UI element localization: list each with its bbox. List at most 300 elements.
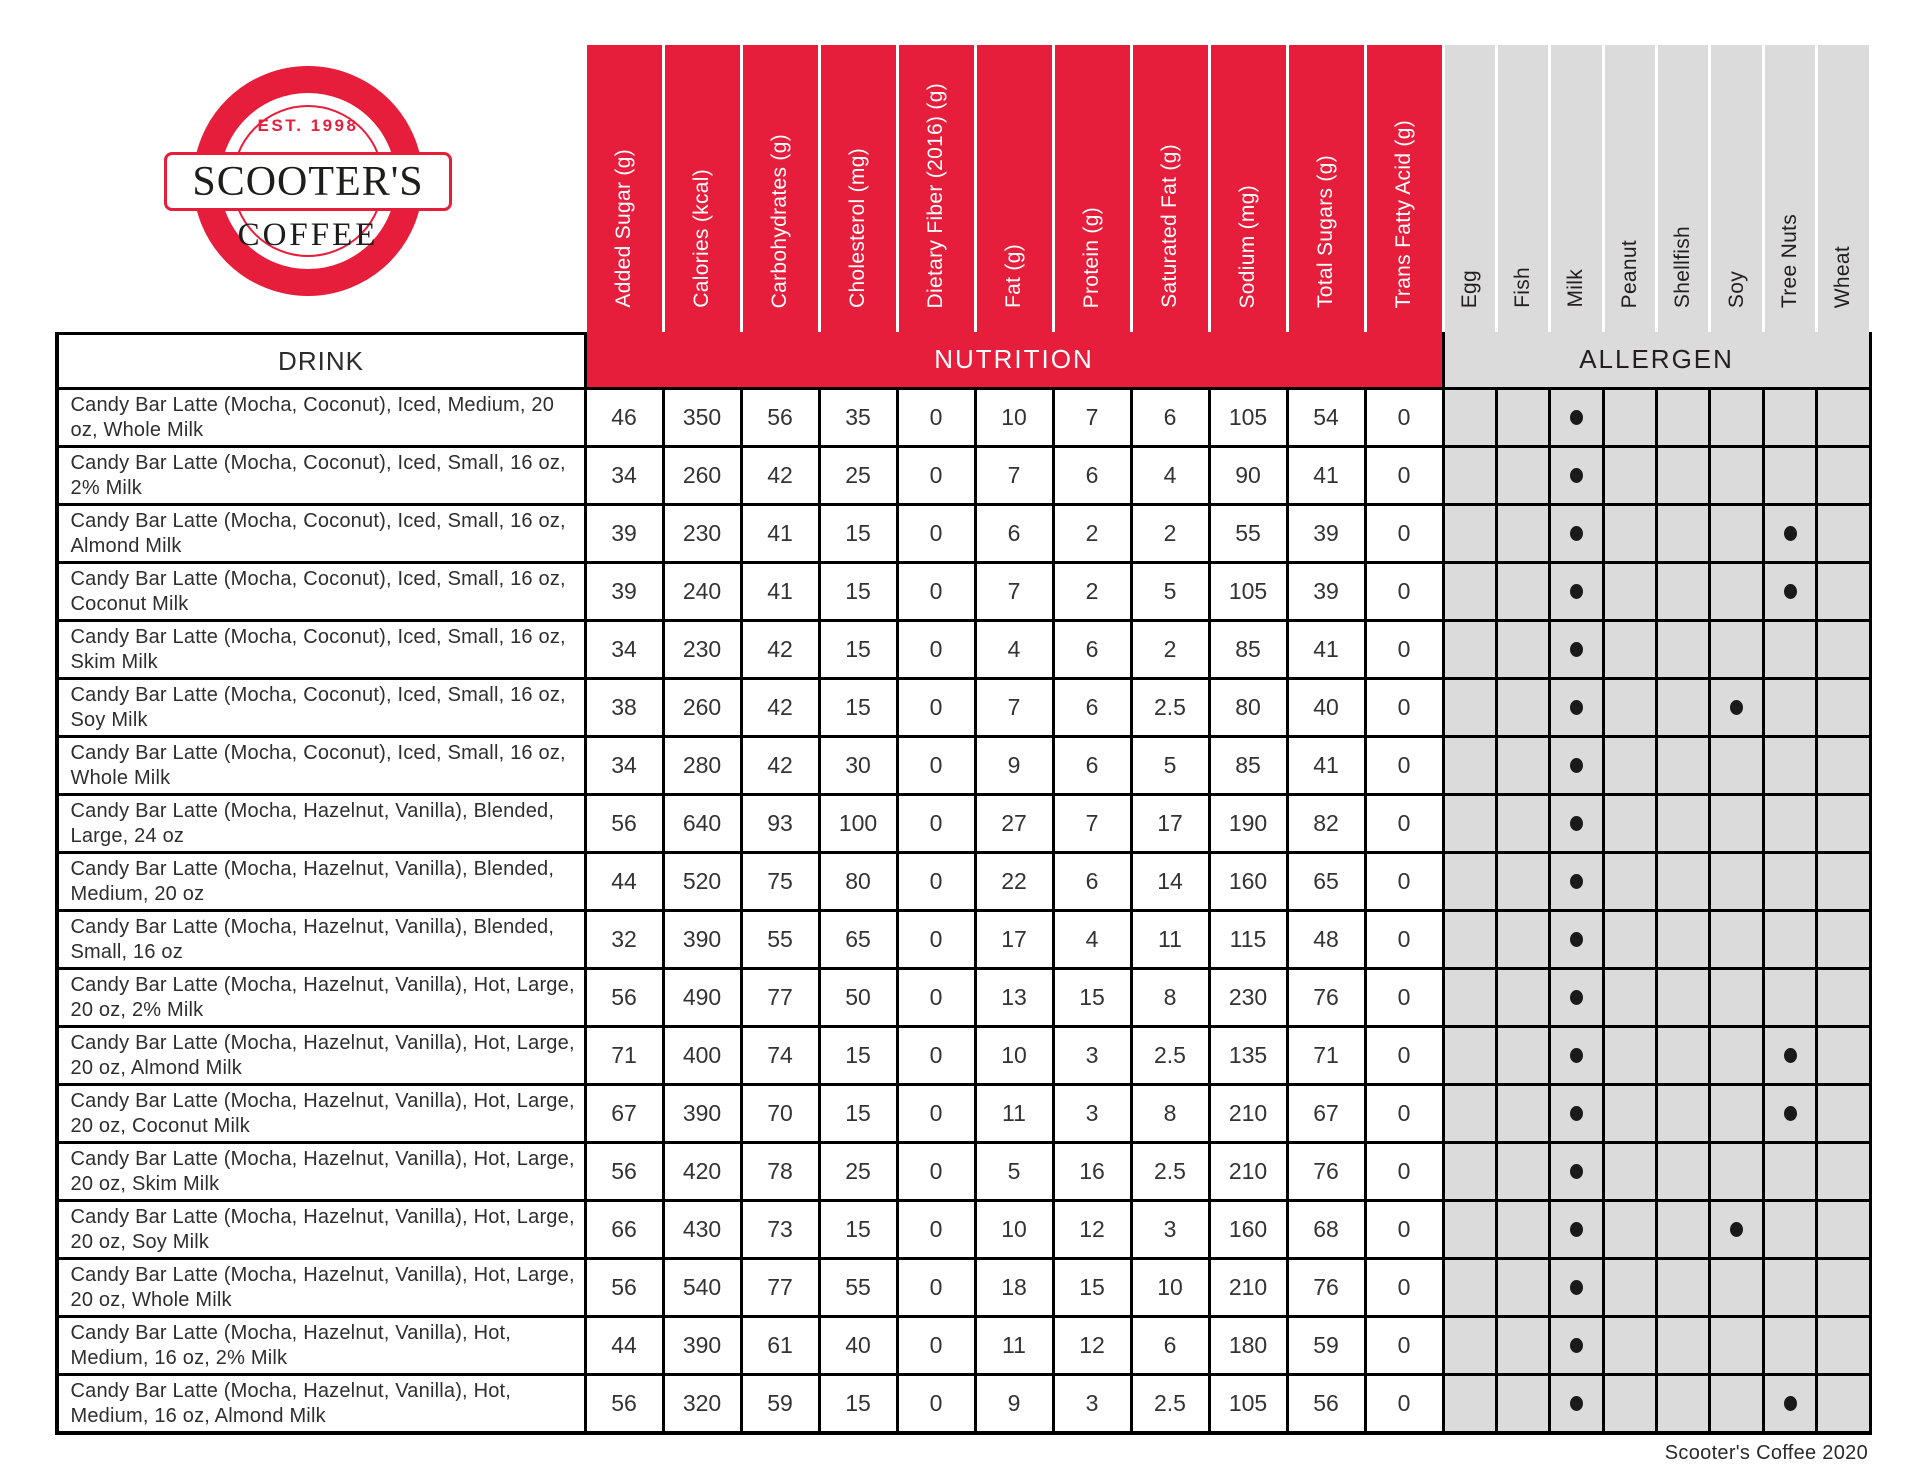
nutrition-value-cell: 74 bbox=[743, 1028, 818, 1083]
nutrition-column-label: Calories (kcal) bbox=[690, 169, 713, 308]
allergen-cell bbox=[1498, 1086, 1548, 1141]
allergen-dot bbox=[1570, 874, 1583, 889]
nutrition-value-cell: 105 bbox=[1211, 390, 1286, 445]
nutrition-value-cell: 66 bbox=[587, 1202, 662, 1257]
nutrition-value-cell: 15 bbox=[821, 1028, 896, 1083]
nutrition-value-cell: 10 bbox=[977, 1028, 1052, 1083]
nutrition-value-cell: 0 bbox=[1367, 1086, 1442, 1141]
nutrition-value-cell: 85 bbox=[1211, 622, 1286, 677]
allergen-cell bbox=[1818, 970, 1868, 1025]
allergen-cell bbox=[1818, 390, 1868, 445]
allergen-cell bbox=[1711, 1376, 1761, 1431]
allergen-cell bbox=[1551, 622, 1601, 677]
allergen-dot bbox=[1570, 1280, 1583, 1295]
nutrition-value-cell: 65 bbox=[821, 912, 896, 967]
drink-name-cell: Candy Bar Latte (Mocha, Hazelnut, Vanilla), Hot, Medium, 16 oz, 2% Milk bbox=[59, 1318, 584, 1373]
nutrition-value-cell: 61 bbox=[743, 1318, 818, 1373]
allergen-cell bbox=[1498, 564, 1548, 619]
nutrition-value-cell: 25 bbox=[821, 1144, 896, 1199]
nutrition-value-cell: 0 bbox=[1367, 448, 1442, 503]
allergen-dot bbox=[1570, 468, 1583, 483]
allergen-cell bbox=[1445, 680, 1495, 735]
nutrition-value-cell: 30 bbox=[821, 738, 896, 793]
drink-name-cell: Candy Bar Latte (Mocha, Hazelnut, Vanilla), Blended, Small, 16 oz bbox=[59, 912, 584, 967]
nutrition-value-cell: 34 bbox=[587, 738, 662, 793]
drink-name-cell: Candy Bar Latte (Mocha, Coconut), Iced, Small, 16 oz, 2% Milk bbox=[59, 448, 584, 503]
allergen-cell bbox=[1765, 854, 1815, 909]
allergen-cell bbox=[1658, 622, 1708, 677]
allergen-column-label: Egg bbox=[1457, 269, 1481, 308]
nutrition-value-cell: 40 bbox=[1289, 680, 1364, 735]
nutrition-section-header: NUTRITION bbox=[587, 332, 1442, 387]
nutrition-column-header bbox=[743, 45, 818, 332]
nutrition-value-cell: 6 bbox=[1055, 738, 1130, 793]
nutrition-value-cell: 55 bbox=[1211, 506, 1286, 561]
allergen-cell bbox=[1551, 1028, 1601, 1083]
nutrition-value-cell: 0 bbox=[899, 1202, 974, 1257]
allergen-dot bbox=[1570, 1164, 1583, 1179]
nutrition-value-cell: 115 bbox=[1211, 912, 1286, 967]
allergen-dot bbox=[1570, 584, 1583, 599]
nutrition-value-cell: 0 bbox=[1367, 970, 1442, 1025]
allergen-column-label: Tree Nuts bbox=[1778, 213, 1802, 308]
nutrition-column-header bbox=[1133, 45, 1208, 332]
allergen-cell bbox=[1658, 1086, 1708, 1141]
nutrition-value-cell: 9 bbox=[977, 1376, 1052, 1431]
nutrition-value-cell: 76 bbox=[1289, 1144, 1364, 1199]
nutrition-value-cell: 70 bbox=[743, 1086, 818, 1141]
nutrition-value-cell: 82 bbox=[1289, 796, 1364, 851]
nutrition-value-cell: 0 bbox=[1367, 564, 1442, 619]
allergen-cell bbox=[1445, 912, 1495, 967]
nutrition-value-cell: 2 bbox=[1133, 506, 1208, 561]
allergen-cell bbox=[1498, 506, 1548, 561]
allergen-cell bbox=[1498, 738, 1548, 793]
allergen-cell bbox=[1498, 1260, 1548, 1315]
allergen-cell bbox=[1605, 854, 1655, 909]
allergen-cell bbox=[1658, 1318, 1708, 1373]
nutrition-value-cell: 25 bbox=[821, 448, 896, 503]
nutrition-value-cell: 640 bbox=[665, 796, 740, 851]
nutrition-value-cell: 0 bbox=[899, 854, 974, 909]
nutrition-value-cell: 41 bbox=[743, 564, 818, 619]
allergen-column-label: Wheat bbox=[1831, 245, 1855, 308]
nutrition-value-cell: 0 bbox=[1367, 912, 1442, 967]
allergen-cell bbox=[1765, 1028, 1815, 1083]
nutrition-column-header bbox=[821, 45, 896, 332]
nutrition-value-cell: 180 bbox=[1211, 1318, 1286, 1373]
drink-section-header: DRINK bbox=[59, 332, 584, 387]
nutrition-value-cell: 15 bbox=[821, 622, 896, 677]
allergen-cell bbox=[1711, 506, 1761, 561]
nutrition-value-cell: 15 bbox=[821, 506, 896, 561]
drink-name-cell: Candy Bar Latte (Mocha, Hazelnut, Vanilla), Hot, Large, 20 oz, Whole Milk bbox=[59, 1260, 584, 1315]
nutrition-value-cell: 490 bbox=[665, 970, 740, 1025]
nutrition-value-cell: 3 bbox=[1055, 1086, 1130, 1141]
allergen-cell bbox=[1551, 564, 1601, 619]
nutrition-value-cell: 135 bbox=[1211, 1028, 1286, 1083]
nutrition-value-cell: 77 bbox=[743, 1260, 818, 1315]
nutrition-value-cell: 10 bbox=[977, 1202, 1052, 1257]
nutrition-value-cell: 6 bbox=[1055, 448, 1130, 503]
nutrition-value-cell: 0 bbox=[1367, 738, 1442, 793]
allergen-cell bbox=[1551, 1318, 1601, 1373]
nutrition-value-cell: 18 bbox=[977, 1260, 1052, 1315]
nutrition-column-label: Protein (g) bbox=[1080, 206, 1103, 308]
allergen-cell bbox=[1765, 738, 1815, 793]
nutrition-value-cell: 230 bbox=[1211, 970, 1286, 1025]
drink-name-cell: Candy Bar Latte (Mocha, Hazelnut, Vanilla), Blended, Large, 24 oz bbox=[59, 796, 584, 851]
nutrition-column-header bbox=[587, 45, 662, 332]
nutrition-value-cell: 260 bbox=[665, 680, 740, 735]
allergen-cell bbox=[1765, 1086, 1815, 1141]
allergen-cell bbox=[1658, 1028, 1708, 1083]
nutrition-value-cell: 230 bbox=[665, 506, 740, 561]
allergen-cell bbox=[1765, 1202, 1815, 1257]
nutrition-column-header bbox=[1055, 45, 1130, 332]
nutrition-value-cell: 230 bbox=[665, 622, 740, 677]
allergen-cell bbox=[1445, 1260, 1495, 1315]
nutrition-value-cell: 0 bbox=[899, 1376, 974, 1431]
allergen-cell bbox=[1605, 1028, 1655, 1083]
allergen-cell bbox=[1605, 796, 1655, 851]
allergen-cell bbox=[1498, 622, 1548, 677]
nutrition-value-cell: 15 bbox=[821, 680, 896, 735]
allergen-dot bbox=[1570, 1222, 1583, 1237]
allergen-cell bbox=[1765, 1318, 1815, 1373]
allergen-cell bbox=[1551, 506, 1601, 561]
nutrition-value-cell: 41 bbox=[1289, 448, 1364, 503]
allergen-cell bbox=[1445, 564, 1495, 619]
nutrition-value-cell: 68 bbox=[1289, 1202, 1364, 1257]
allergen-cell bbox=[1765, 912, 1815, 967]
nutrition-value-cell: 41 bbox=[1289, 738, 1364, 793]
nutrition-value-cell: 0 bbox=[899, 564, 974, 619]
nutrition-value-cell: 520 bbox=[665, 854, 740, 909]
allergen-cell bbox=[1498, 970, 1548, 1025]
allergen-cell bbox=[1498, 390, 1548, 445]
allergen-cell bbox=[1658, 738, 1708, 793]
nutrition-value-cell: 46 bbox=[587, 390, 662, 445]
nutrition-value-cell: 0 bbox=[899, 1318, 974, 1373]
nutrition-column-label: Dietary Fiber (2016) (g) bbox=[924, 82, 947, 308]
nutrition-value-cell: 0 bbox=[899, 1260, 974, 1315]
allergen-dot bbox=[1570, 932, 1583, 947]
nutrition-value-cell: 54 bbox=[1289, 390, 1364, 445]
allergen-cell bbox=[1445, 448, 1495, 503]
nutrition-value-cell: 0 bbox=[1367, 1260, 1442, 1315]
allergen-column-header bbox=[1818, 45, 1868, 332]
allergen-column-label: Milk bbox=[1564, 269, 1588, 308]
allergen-column-header bbox=[1765, 45, 1815, 332]
allergen-dot bbox=[1730, 700, 1743, 715]
nutrition-value-cell: 48 bbox=[1289, 912, 1364, 967]
logo-banner bbox=[164, 152, 452, 211]
nutrition-value-cell: 5 bbox=[977, 1144, 1052, 1199]
allergen-cell bbox=[1658, 854, 1708, 909]
allergen-cell bbox=[1765, 506, 1815, 561]
nutrition-value-cell: 15 bbox=[1055, 970, 1130, 1025]
allergen-column-header bbox=[1445, 45, 1495, 332]
nutrition-value-cell: 41 bbox=[743, 506, 818, 561]
nutrition-value-cell: 55 bbox=[743, 912, 818, 967]
allergen-column-header bbox=[1551, 45, 1601, 332]
nutrition-value-cell: 4 bbox=[1133, 448, 1208, 503]
allergen-cell bbox=[1498, 1202, 1548, 1257]
nutrition-value-cell: 9 bbox=[977, 738, 1052, 793]
allergen-cell bbox=[1711, 912, 1761, 967]
allergen-dot bbox=[1784, 584, 1797, 599]
allergen-cell bbox=[1445, 970, 1495, 1025]
nutrition-value-cell: 56 bbox=[587, 1260, 662, 1315]
allergen-cell bbox=[1551, 912, 1601, 967]
drink-name-cell: Candy Bar Latte (Mocha, Coconut), Iced, Medium, 20 oz, Whole Milk bbox=[59, 390, 584, 445]
allergen-cell bbox=[1711, 796, 1761, 851]
allergen-cell bbox=[1551, 970, 1601, 1025]
allergen-cell bbox=[1711, 970, 1761, 1025]
nutrition-value-cell: 0 bbox=[1367, 622, 1442, 677]
allergen-cell bbox=[1711, 448, 1761, 503]
allergen-cell bbox=[1605, 1086, 1655, 1141]
allergen-column-label: Fish bbox=[1511, 267, 1535, 308]
nutrition-value-cell: 8 bbox=[1133, 970, 1208, 1025]
allergen-cell bbox=[1445, 622, 1495, 677]
allergen-cell bbox=[1498, 854, 1548, 909]
nutrition-value-cell: 540 bbox=[665, 1260, 740, 1315]
nutrition-value-cell: 44 bbox=[587, 854, 662, 909]
allergen-cell bbox=[1605, 738, 1655, 793]
nutrition-value-cell: 15 bbox=[821, 1376, 896, 1431]
allergen-cell bbox=[1818, 448, 1868, 503]
nutrition-value-cell: 40 bbox=[821, 1318, 896, 1373]
allergen-cell bbox=[1498, 1318, 1548, 1373]
allergen-dot bbox=[1570, 642, 1583, 657]
nutrition-value-cell: 56 bbox=[743, 390, 818, 445]
allergen-cell bbox=[1445, 1376, 1495, 1431]
drink-name-cell: Candy Bar Latte (Mocha, Coconut), Iced, Small, 16 oz, Skim Milk bbox=[59, 622, 584, 677]
nutrition-value-cell: 56 bbox=[587, 1376, 662, 1431]
nutrition-value-cell: 27 bbox=[977, 796, 1052, 851]
allergen-column-label: Soy bbox=[1724, 270, 1748, 308]
allergen-dot bbox=[1730, 1222, 1743, 1237]
nutrition-value-cell: 3 bbox=[1055, 1376, 1130, 1431]
nutrition-value-cell: 0 bbox=[1367, 390, 1442, 445]
drink-name-cell: Candy Bar Latte (Mocha, Coconut), Iced, Small, 16 oz, Coconut Milk bbox=[59, 564, 584, 619]
nutrition-value-cell: 0 bbox=[899, 1144, 974, 1199]
allergen-cell bbox=[1605, 970, 1655, 1025]
allergen-cell bbox=[1605, 564, 1655, 619]
nutrition-value-cell: 77 bbox=[743, 970, 818, 1025]
nutrition-column-header bbox=[665, 45, 740, 332]
allergen-cell bbox=[1551, 796, 1601, 851]
allergen-cell bbox=[1605, 506, 1655, 561]
nutrition-value-cell: 42 bbox=[743, 738, 818, 793]
nutrition-value-cell: 0 bbox=[1367, 796, 1442, 851]
nutrition-value-cell: 11 bbox=[977, 1086, 1052, 1141]
drink-name-cell: Candy Bar Latte (Mocha, Hazelnut, Vanilla), Hot, Large, 20 oz, Coconut Milk bbox=[59, 1086, 584, 1141]
allergen-cell bbox=[1711, 1202, 1761, 1257]
nutrition-value-cell: 71 bbox=[587, 1028, 662, 1083]
allergen-cell bbox=[1658, 680, 1708, 735]
nutrition-value-cell: 0 bbox=[899, 680, 974, 735]
nutrition-value-cell: 59 bbox=[743, 1376, 818, 1431]
allergen-cell bbox=[1818, 1202, 1868, 1257]
nutrition-value-cell: 17 bbox=[977, 912, 1052, 967]
allergen-cell bbox=[1551, 1086, 1601, 1141]
allergen-dot bbox=[1784, 1106, 1797, 1121]
nutrition-column-label: Total Sugars (g) bbox=[1314, 154, 1337, 308]
allergen-cell bbox=[1551, 390, 1601, 445]
allergen-cell bbox=[1445, 1086, 1495, 1141]
drink-name-cell: Candy Bar Latte (Mocha, Hazelnut, Vanilla), Hot, Large, 20 oz, Soy Milk bbox=[59, 1202, 584, 1257]
nutrition-value-cell: 0 bbox=[899, 796, 974, 851]
allergen-cell bbox=[1711, 1144, 1761, 1199]
allergen-cell bbox=[1711, 622, 1761, 677]
allergen-cell bbox=[1658, 1144, 1708, 1199]
nutrition-value-cell: 210 bbox=[1211, 1086, 1286, 1141]
nutrition-column-header bbox=[1211, 45, 1286, 332]
nutrition-value-cell: 11 bbox=[1133, 912, 1208, 967]
nutrition-value-cell: 2.5 bbox=[1133, 680, 1208, 735]
nutrition-value-cell: 15 bbox=[821, 1202, 896, 1257]
drink-name-cell: Candy Bar Latte (Mocha, Coconut), Iced, Small, 16 oz, Soy Milk bbox=[59, 680, 584, 735]
allergen-cell bbox=[1498, 912, 1548, 967]
nutrition-value-cell: 7 bbox=[1055, 796, 1130, 851]
nutrition-column-label: Fat (g) bbox=[1002, 244, 1025, 308]
allergen-cell bbox=[1605, 1202, 1655, 1257]
nutrition-value-cell: 7 bbox=[977, 448, 1052, 503]
nutrition-value-cell: 7 bbox=[977, 680, 1052, 735]
allergen-cell bbox=[1605, 448, 1655, 503]
nutrition-value-cell: 160 bbox=[1211, 854, 1286, 909]
allergen-cell bbox=[1551, 1144, 1601, 1199]
nutrition-value-cell: 41 bbox=[1289, 622, 1364, 677]
nutrition-value-cell: 0 bbox=[1367, 1028, 1442, 1083]
allergen-cell bbox=[1711, 738, 1761, 793]
nutrition-value-cell: 56 bbox=[587, 970, 662, 1025]
nutrition-value-cell: 0 bbox=[1367, 1376, 1442, 1431]
allergen-cell bbox=[1711, 1086, 1761, 1141]
nutrition-value-cell: 12 bbox=[1055, 1202, 1130, 1257]
nutrition-value-cell: 260 bbox=[665, 448, 740, 503]
allergen-cell bbox=[1605, 1376, 1655, 1431]
allergen-cell bbox=[1818, 738, 1868, 793]
allergen-cell bbox=[1818, 564, 1868, 619]
nutrition-value-cell: 350 bbox=[665, 390, 740, 445]
allergen-cell bbox=[1445, 1318, 1495, 1373]
nutrition-value-cell: 210 bbox=[1211, 1144, 1286, 1199]
allergen-cell bbox=[1445, 738, 1495, 793]
nutrition-value-cell: 14 bbox=[1133, 854, 1208, 909]
allergen-dot bbox=[1570, 816, 1583, 831]
allergen-cell bbox=[1818, 1260, 1868, 1315]
nutrition-value-cell: 12 bbox=[1055, 1318, 1130, 1373]
nutrition-value-cell: 105 bbox=[1211, 1376, 1286, 1431]
nutrition-value-cell: 2 bbox=[1055, 506, 1130, 561]
nutrition-value-cell: 0 bbox=[899, 970, 974, 1025]
allergen-cell bbox=[1765, 970, 1815, 1025]
allergen-cell bbox=[1818, 1376, 1868, 1431]
allergen-cell bbox=[1818, 680, 1868, 735]
allergen-dot bbox=[1784, 526, 1797, 541]
nutrition-column-label: Trans Fatty Acid (g) bbox=[1392, 119, 1415, 308]
nutrition-value-cell: 210 bbox=[1211, 1260, 1286, 1315]
drink-name-cell: Candy Bar Latte (Mocha, Coconut), Iced, Small, 16 oz, Whole Milk bbox=[59, 738, 584, 793]
nutrition-value-cell: 17 bbox=[1133, 796, 1208, 851]
allergen-cell bbox=[1445, 390, 1495, 445]
nutrition-value-cell: 55 bbox=[821, 1260, 896, 1315]
nutrition-value-cell: 85 bbox=[1211, 738, 1286, 793]
nutrition-value-cell: 4 bbox=[977, 622, 1052, 677]
drink-name-cell: Candy Bar Latte (Mocha, Hazelnut, Vanilla), Hot, Large, 20 oz, Almond Milk bbox=[59, 1028, 584, 1083]
drink-name-cell: Candy Bar Latte (Mocha, Hazelnut, Vanilla), Hot, Medium, 16 oz, Almond Milk bbox=[59, 1376, 584, 1431]
allergen-cell bbox=[1658, 912, 1708, 967]
allergen-cell bbox=[1605, 912, 1655, 967]
nutrition-column-header bbox=[1289, 45, 1364, 332]
allergen-cell bbox=[1498, 1376, 1548, 1431]
nutrition-value-cell: 5 bbox=[1133, 738, 1208, 793]
nutrition-value-cell: 0 bbox=[1367, 680, 1442, 735]
allergen-cell bbox=[1605, 1144, 1655, 1199]
allergen-cell bbox=[1658, 564, 1708, 619]
nutrition-value-cell: 3 bbox=[1133, 1202, 1208, 1257]
allergen-cell bbox=[1658, 390, 1708, 445]
nutrition-value-cell: 59 bbox=[1289, 1318, 1364, 1373]
nutrition-value-cell: 240 bbox=[665, 564, 740, 619]
scooters-coffee-logo bbox=[193, 66, 423, 296]
nutrition-column-header bbox=[977, 45, 1052, 332]
nutrition-value-cell: 400 bbox=[665, 1028, 740, 1083]
nutrition-value-cell: 0 bbox=[899, 506, 974, 561]
nutrition-value-cell: 6 bbox=[1055, 622, 1130, 677]
nutrition-value-cell: 42 bbox=[743, 622, 818, 677]
nutrition-value-cell: 13 bbox=[977, 970, 1052, 1025]
allergen-column-header bbox=[1498, 45, 1548, 332]
nutrition-value-cell: 50 bbox=[821, 970, 896, 1025]
allergen-cell bbox=[1765, 448, 1815, 503]
allergen-cell bbox=[1711, 564, 1761, 619]
nutrition-value-cell: 7 bbox=[1055, 390, 1130, 445]
nutrition-value-cell: 390 bbox=[665, 1318, 740, 1373]
nutrition-value-cell: 390 bbox=[665, 1086, 740, 1141]
nutrition-value-cell: 39 bbox=[587, 564, 662, 619]
allergen-cell bbox=[1551, 448, 1601, 503]
allergen-cell bbox=[1498, 1144, 1548, 1199]
nutrition-value-cell: 80 bbox=[1211, 680, 1286, 735]
allergen-cell bbox=[1818, 1028, 1868, 1083]
allergen-column-label: Shellfish bbox=[1671, 225, 1695, 308]
allergen-cell bbox=[1605, 390, 1655, 445]
allergen-cell bbox=[1765, 390, 1815, 445]
nutrition-value-cell: 34 bbox=[587, 448, 662, 503]
allergen-cell bbox=[1498, 448, 1548, 503]
allergen-cell bbox=[1445, 1144, 1495, 1199]
nutrition-value-cell: 2 bbox=[1055, 564, 1130, 619]
allergen-cell bbox=[1711, 680, 1761, 735]
nutrition-column-header bbox=[1367, 45, 1442, 332]
nutrition-value-cell: 6 bbox=[1133, 1318, 1208, 1373]
nutrition-value-cell: 15 bbox=[1055, 1260, 1130, 1315]
nutrition-value-cell: 39 bbox=[1289, 506, 1364, 561]
nutrition-value-cell: 6 bbox=[1055, 854, 1130, 909]
nutrition-value-cell: 0 bbox=[1367, 1202, 1442, 1257]
nutrition-value-cell: 67 bbox=[1289, 1086, 1364, 1141]
nutrition-value-cell: 430 bbox=[665, 1202, 740, 1257]
allergen-column-header bbox=[1658, 45, 1708, 332]
allergen-cell bbox=[1658, 448, 1708, 503]
allergen-dot bbox=[1570, 1338, 1583, 1353]
allergen-cell bbox=[1711, 390, 1761, 445]
